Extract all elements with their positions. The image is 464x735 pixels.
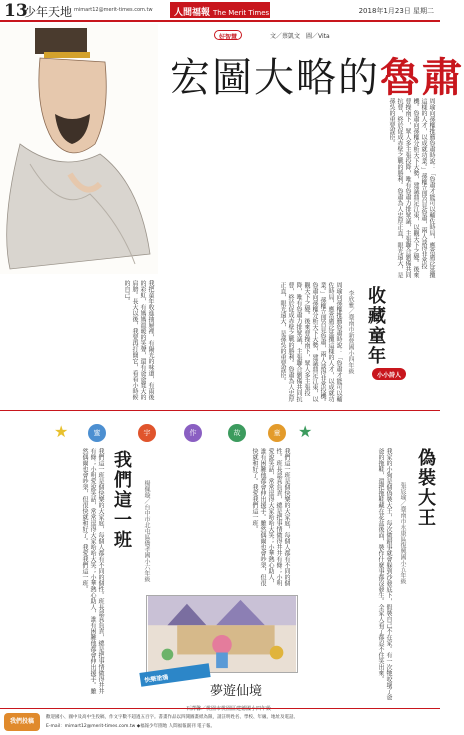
feature-body: 周瑜向孫權推薦魯肅時說：「魯肅才能可以輔佐時局，應當廣泛延攬這樣的人才，以成就功業。」孫權立即召見魯肅，兩人談得非常投機。魯肅向孫權分析天下大勢，建議鼎足江東，以觀天下之變。後來曹操南下，眾人多主張投降，唯有魯肅力排眾議，主張聯合劉備共同抗曹，終於促成赤壁之戰的勝利。魯肅為人忠厚正直，眼光遠大，是孫吳的重要謀臣。	[388, 98, 435, 278]
lu-su-portrait	[0, 24, 158, 274]
feature-byline: 文／蔡凱文 圖／Vita	[270, 33, 330, 40]
deco-bubble: 蜜	[88, 424, 106, 442]
painting-credit: 石譯馨／桃園市桃園區建德國小四年級	[186, 706, 272, 712]
masthead	[170, 2, 270, 18]
story-title-class: 我們這一班	[111, 450, 132, 550]
footer-line-1: 歡迎國小、國中及高中生投稿，作文字數不超過五百字。書畫作品以四開圖畫紙為限，請註明姓名、學校、年級、地址及電話。	[46, 715, 298, 720]
decoration-row	[54, 420, 314, 446]
deco-bubble: 宇	[138, 424, 156, 442]
feature-title	[170, 46, 464, 103]
feature-title-main: 宏圖大略的	[170, 55, 380, 101]
section-divider	[0, 410, 440, 411]
story-body-disguise: 我家的小狗是個偽裝大王，每次做錯事就會躲到沙發底下，假裝自己不在家。有一次牠咬壞了爸爸的拖鞋，還把拖鞋藏在花盆後面，裝作什麼事都沒發生。全家人看了都忍不住笑出來。	[377, 448, 392, 700]
masthead-en: The Merit Times	[213, 9, 270, 17]
masthead-cn: 人間福報	[174, 8, 211, 18]
header-contact: mimart12@merit-times.com.tw	[74, 7, 153, 13]
poem-body: 我把童年收進抽屜裡，有陽光的味道，有雨後的彩虹，有媽媽溫暖的笑聲，還有爸爸寬大的肩膀。長大以後，我要再打開它，看看小時候的自己。	[123, 280, 154, 400]
section-title: 少年天地	[24, 5, 73, 19]
issue-date: 2018年1月23日 星期二	[358, 7, 434, 15]
painting-title: 夢遊仙境	[210, 684, 263, 699]
page-number: 13	[4, 1, 28, 21]
story-body-class: 我們這一班是個快樂的大家庭，每個人都有不同的個性。班長認真負責，總是把事情做得井井有條；小明愛說笑話，常常逗得大家哈哈大笑；小華熱心助人，誰有困難他都會伸出援手。雖然偶爾也會吵架，但很快就和好了。我愛我們這一班。	[81, 448, 104, 694]
column-tag: 好智慧	[214, 30, 242, 40]
story-author-class: 楊佩璇／台中市北屯區僑孝國小六年級	[143, 480, 150, 582]
star-icon: ★	[54, 422, 69, 441]
footer-line-2: E-mail：mimart12@merit-times.com.tw ◆福報少年園地 人間福報副刊 電子報。	[46, 724, 216, 729]
deco-bubble: 故	[228, 424, 246, 442]
poem-author: 李欣雅／臺南市新營國小四年級	[347, 290, 354, 374]
submission-badge: 我們投稿	[4, 713, 40, 731]
feature-body-continued: 周瑜向孫權推薦魯肅時說：「魯肅才能可以輔佐時局，應當廣泛延攬這樣的人才，以成就功業。」孫權立即召見魯肅，兩人談得非常投機。魯肅向孫權分析天下大勢，建議鼎足江東，以觀天下之變。後來曹操南下，眾人多主張投降，唯有魯肅力排眾議，主張聯合劉備共同抗曹，終於促成赤壁之戰的勝利。魯肅為人忠厚正直，眼光遠大，是孫吳的重要謀臣。	[279, 282, 342, 405]
story-title-disguise: 偽裝大王	[415, 448, 436, 528]
story-author-disguise: 張宸瑜／臺南市永康區復興國小五年級	[399, 482, 406, 584]
story-body-class-continued: 我們這一班是個快樂的大家庭，每個人都有不同的個性。班長認真負責，總是把事情做得井井有條；小明愛說笑話，常常逗得大家哈哈大笑；小華熱心助人，誰有困難他都會伸出援手。雖然偶爾也會吵架，但很快就和好了。我愛我們這一班。	[251, 448, 290, 586]
poem-title: 收藏童年	[365, 286, 386, 366]
deco-bubble: 作	[184, 424, 202, 442]
star-icon: ★	[298, 422, 313, 441]
painting-banner: 快樂塗鴉	[139, 663, 210, 687]
page-header	[0, 0, 440, 22]
deco-bubble: 童	[268, 424, 286, 442]
feature-title-accent: 魯肅	[380, 54, 464, 101]
dream-painting	[146, 595, 298, 673]
page-footer	[0, 708, 440, 735]
small-poet-badge: 小小詩人	[372, 368, 406, 380]
